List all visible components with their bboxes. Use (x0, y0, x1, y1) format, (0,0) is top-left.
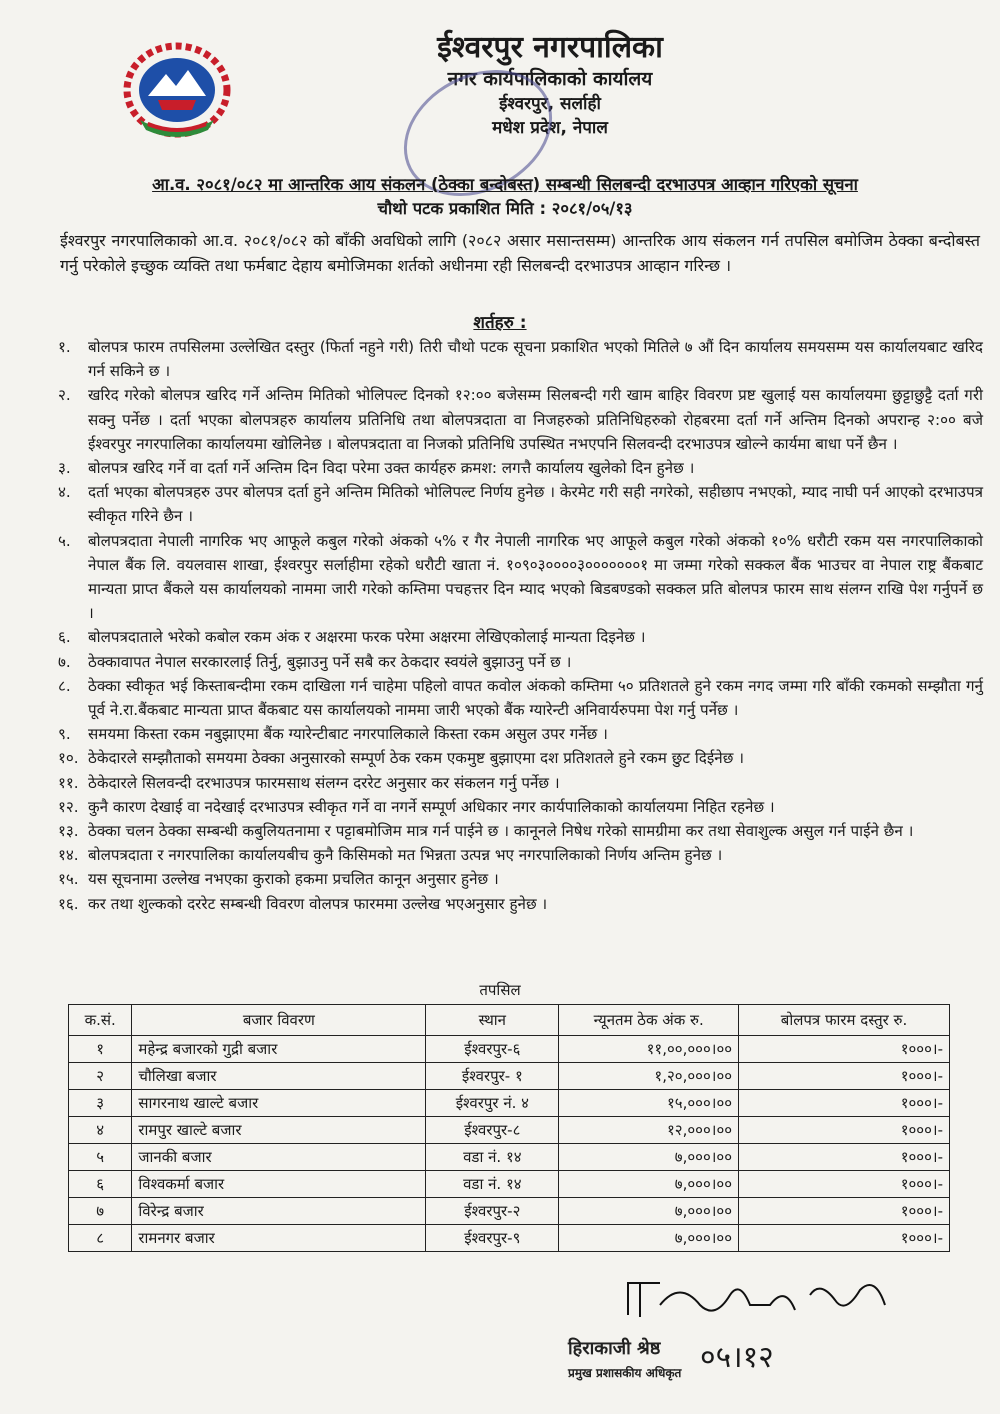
table-cell: ६ (69, 1171, 132, 1198)
table-cell: १०००।- (739, 1171, 950, 1198)
table-cell: १०००।- (739, 1036, 950, 1063)
condition-text: कर तथा शुल्कको दररेट सम्बन्धी विवरण वोलपत्र फारममा उल्लेख भएअनुसार हुनेछ । (88, 894, 548, 913)
intro-paragraph: ईश्वरपुर नगरपालिकाको आ.व. २०८१/०८२ को बाँकी अवधिको लागि (२०८२ असार मसान्तसम्म) आन्तरिक आय संकलन गर्न तपसिल बमोजिम ठेक्का बन्दोबस्त गर्नु परेकोले इच्छुक व्यक्ति तथा फर्मबाट देहाय बमोजिमका शर्तको अधीनमा रही सिलबन्दी दरभाउपत्र आव्हान गरिन्छ । (60, 231, 980, 275)
column-header: स्थान (426, 1005, 559, 1036)
table-cell: ११,००,०००।०० (559, 1036, 739, 1063)
condition-text: बोलपत्रदाता नेपाली नागरिक भए आफूले कबुल गरेको अंकको ५% र गैर नेपाली नागरिक भए आफूले कबुल गरेको अंकको १०% धरौटी रकम यस नगरपालिकाको नेपाल बैंक लि. वयलवास शाखा, ईश्वरपुर सर्लाहीमा रहेको धरौटी खाता नं. १०९०३००००३०००००००१ मा जम्मा गरेको सक्कल बैंक भाउचर वा नेपाल राष्ट्र बैंकबाट मान्यता प्राप्त बैंकले यस कार्यालयको नाममा जारी गरेको कम्तिमा पचहत्तर दिन म्याद भएको बिडबण्डको सक्कल प्रति बोलपत्र फारम साथ संलग्न राखि पेश गर्नुपर्ने छ । (88, 531, 983, 623)
handwritten-signature (620, 1275, 920, 1335)
table-header-row (69, 1005, 950, 1036)
table-cell: ४ (69, 1117, 132, 1144)
condition-number: ९. (58, 725, 71, 744)
table-cell: १०००।- (739, 1063, 950, 1090)
condition-text: बोलपत्र फारम तपसिलमा उल्लेखित दस्तुर (फिर्ता नहुने गरी) तिरी चौथो पटक सूचना प्रकाशित भएको मितिले ७ औं दिन कार्यालय समयसम्म यस कार्यालयबाट खरिद गर्न सकिने छ । (88, 338, 983, 381)
table-row (69, 1171, 950, 1198)
table-row (69, 1036, 950, 1063)
conditions-list (58, 335, 983, 916)
table-cell: जानकी बजार (132, 1144, 426, 1171)
table-cell: ७,०००।०० (559, 1171, 739, 1198)
table-cell: १,२०,०००।०० (559, 1063, 739, 1090)
table-cell: १५,०००।०० (559, 1090, 739, 1117)
table-cell: ७,०००।०० (559, 1225, 739, 1252)
table-row (69, 1117, 950, 1144)
list-item (58, 867, 983, 891)
condition-text: दर्ता भएका बोलपत्रहरु उपर बोलपत्र दर्ता हुने अन्तिम मितिको भोलिपल्ट निर्णय हुनेछ । केरमेट गरी सही नगरेको, सहीछाप नभएको, म्याद नाघी पर्न आएको दरभाउपत्र स्वीकृत गरिने छैन । (88, 483, 983, 526)
list-item (58, 335, 983, 383)
condition-text: ठेक्का स्वीकृत भई किस्ताबन्दीमा रकम दाखिला गर्न चाहेमा पहिलो वापत कवोल अंकको कम्तिमा ५० प्रतिशतले हुने रकम नगद जम्मा गरि बाँकी रकमको सम्झौता गर्नु पूर्व ने.रा.बैंकबाट मान्यता प्राप्त बैंकबाट यस कार्यालयको नाममा जारी भएको बैंक ग्यारेन्टी अनिवार्यरुपमा पेश गर्नु पर्नेछ । (88, 676, 983, 720)
table-cell: महेन्द्र बजारको गुद्री बजार (132, 1036, 426, 1063)
table-cell: वडा नं. १४ (426, 1144, 559, 1171)
table-row (69, 1144, 950, 1171)
condition-text: समयमा किस्ता रकम नबुझाएमा बैंक ग्यारेन्टीबाट नगरपालिकाले किस्ता रकम असुल उपर गर्नेछ । (88, 725, 608, 744)
condition-number: १४. (58, 846, 79, 865)
table-cell: १०००।- (739, 1198, 950, 1225)
table-cell: रामनगर बजार (132, 1225, 426, 1252)
condition-number: ७. (58, 652, 71, 671)
list-item (58, 819, 983, 843)
nepal-emblem-icon (118, 40, 236, 140)
condition-number: ४. (58, 483, 71, 502)
condition-text: यस सूचनामा उल्लेख नभएका कुराको हकमा प्रचलित कानून अनुसार हुनेछ । (88, 870, 499, 889)
table-cell: ८ (69, 1225, 132, 1252)
table-cell: चौलिखा बजार (132, 1063, 426, 1090)
condition-number: ३. (58, 459, 71, 478)
condition-number: ११. (58, 773, 79, 792)
list-item (58, 625, 983, 649)
table-cell: १०००।- (739, 1090, 950, 1117)
market-table (68, 1004, 950, 1252)
condition-text: खरिद गरेको बोलपत्र खरिद गर्ने अन्तिम मितिको भोलिपल्ट दिनको १२:०० बजेसम्म सिलबन्दी गरी खाम बाहिर विवरण प्रष्ट खुलाई यस कार्यालयमा छुट्टाछुट्टै दर्ता गरी सक्नु पर्नेछ । दर्ता भएका बोलपत्रहरु कार्यालय प्रतिनिधि तथा बोलपत्रदाता वा निजहरुको प्रतिनिधिहरुको रोहबरमा दर्ता गर्ने अन्तिम दिनको अपरान्ह २:०० बजे ईश्वरपुर नगरपालिका कार्यालयमा खोलिनेछ । बोलपत्रदाता वा निजको प्रतिनिधि उपस्थित नभएपनि सिलवन्दी दरभाउपत्र खोल्ने कार्यमा बाधा पर्ने छैन । (88, 386, 983, 453)
table-cell: सागरनाथ खाल्टे बजार (132, 1090, 426, 1117)
table-cell: ईश्वरपुर-९ (426, 1225, 559, 1252)
list-item (58, 795, 983, 819)
table-caption: तपसिल (479, 981, 521, 999)
table-cell: १०००।- (739, 1117, 950, 1144)
list-item (58, 529, 983, 626)
table-cell: १२,०००।०० (559, 1117, 739, 1144)
list-item (58, 650, 983, 674)
condition-number: १०. (58, 749, 79, 768)
column-header: क.सं. (69, 1005, 132, 1036)
table-cell: वडा नं. १४ (426, 1171, 559, 1198)
condition-number: ८. (58, 676, 71, 695)
condition-text: बोलपत्रदाताले भरेको कबोल रकम अंक र अक्षरमा फरक परेमा अक्षरमा लेखिएकोलाई मान्यता दिइनेछ । (88, 628, 646, 647)
list-item (58, 771, 983, 795)
condition-text: बोलपत्र खरिद गर्ने वा दर्ता गर्ने अन्तिम दिन विदा परेमा उक्त कार्यहरु क्रमश: लगत्तै कार्यालय खुलेको दिन हुनेछ । (88, 459, 695, 478)
condition-number: १२. (58, 797, 79, 816)
condition-text: ठेक्का चलन ठेक्का सम्बन्धी कबुलियतनामा र पट्टाबमोजिम मात्र गर्न पाईने छ । कानूनले निषेध गरेको सामग्रीमा कर तथा सेवाशुल्क असुल गर्न पाईने छैन । (88, 822, 914, 841)
conditions-heading: शर्तहरु : (473, 313, 527, 333)
office-name: नगर कार्यपालिकाको कार्यालय (447, 68, 653, 90)
table-cell: विश्वकर्मा बजार (132, 1171, 426, 1198)
table-cell: ७,०००।०० (559, 1198, 739, 1225)
table-row (69, 1225, 950, 1252)
condition-text: ठेकेदारले सम्झौताको समयमा ठेक्का अनुसारको सम्पूर्ण ठेक रकम एकमुष्ट बुझाएमा दश प्रतिशतले हुने रकम छुट दिईनेछ । (88, 749, 744, 768)
condition-text: कुनै कारण देखाई वा नदेखाई दरभाउपत्र स्वीकृत गर्ने वा नगर्ने सम्पूर्ण अधिकार नगर कार्यपालिकाको कार्यालयमा निहित रहनेछ । (88, 797, 775, 816)
column-header: बजार विवरण (132, 1005, 426, 1036)
list-item (58, 892, 983, 916)
table-cell: १०००।- (739, 1144, 950, 1171)
table-cell: ईश्वरपुर-२ (426, 1198, 559, 1225)
list-item (58, 746, 983, 770)
condition-text: बोलपत्रदाता र नगरपालिका कार्यालयबीच कुनै किसिमको मत भिन्नता उत्पन्न भए नगरपालिकाको निर्णय अन्तिम हुनेछ । (88, 846, 723, 865)
condition-number: २. (58, 386, 71, 405)
column-header: न्यूनतम ठेक अंक रु. (559, 1005, 739, 1036)
municipality-name: ईश्वरपुर नगरपालिका (437, 30, 663, 65)
table-cell: ७ (69, 1198, 132, 1225)
condition-number: १६. (58, 894, 79, 913)
condition-number: १५. (58, 870, 79, 889)
table-cell: रामपुर खाल्टे बजार (132, 1117, 426, 1144)
table-cell: ३ (69, 1090, 132, 1117)
table-cell: ईश्वरपुर-८ (426, 1117, 559, 1144)
condition-text: ठेक्कावापत नेपाल सरकारलाई तिर्नु, बुझाउनु पर्ने सबै कर ठेकदार स्वयंले बुझाउनु पर्ने छ । (88, 652, 572, 671)
table-row (69, 1090, 950, 1117)
table-row (69, 1198, 950, 1225)
signature-date: ०५।१२ (700, 1340, 774, 1375)
table-row (69, 1063, 950, 1090)
table-cell: ७,०००।०० (559, 1144, 739, 1171)
table-cell: २ (69, 1063, 132, 1090)
district-line: ईश्वरपुर, सर्लाही (499, 94, 601, 114)
list-item (58, 456, 983, 480)
table-cell: ईश्वरपुर नं. ४ (426, 1090, 559, 1117)
notice-title: आ.व. २०८१/०८२ मा आन्तरिक आय संकलन (ठेक्का बन्दोबस्त) सम्बन्धी सिलबन्दी दरभाउपत्र आव्हान गरिएको सूचना (152, 175, 858, 194)
table-cell: ५ (69, 1144, 132, 1171)
table-cell: विरेन्द्र बजार (132, 1198, 426, 1225)
condition-number: ६. (58, 628, 71, 647)
condition-number: १. (58, 338, 71, 356)
list-item (58, 674, 983, 722)
province-line: मधेश प्रदेश, नेपाल (492, 118, 608, 138)
table-cell: १ (69, 1036, 132, 1063)
condition-number: १३. (58, 822, 79, 841)
table-cell: ईश्वरपुर- १ (426, 1063, 559, 1090)
publication-date: चौथो पटक प्रकाशित मिति : २०८१/०५/१३ (377, 199, 633, 218)
list-item (58, 383, 983, 456)
table-cell: १०००।- (739, 1225, 950, 1252)
column-header: बोलपत्र फारम दस्तुर रु. (739, 1005, 950, 1036)
list-item (58, 480, 983, 528)
table-cell: ईश्वरपुर-६ (426, 1036, 559, 1063)
officer-stamp-title: प्रमुख प्रशासकीय अधिकृत (568, 1366, 682, 1380)
officer-stamp-name: हिराकाजी श्रेष्ठ (568, 1338, 661, 1359)
condition-number: ५. (58, 531, 71, 550)
list-item (58, 843, 983, 867)
condition-text: ठेकेदारले सिलवन्दी दरभाउपत्र फारमसाथ संलग्न दररेट अनुसार कर संकलन गर्नु पर्नेछ । (88, 773, 560, 792)
list-item (58, 722, 983, 746)
